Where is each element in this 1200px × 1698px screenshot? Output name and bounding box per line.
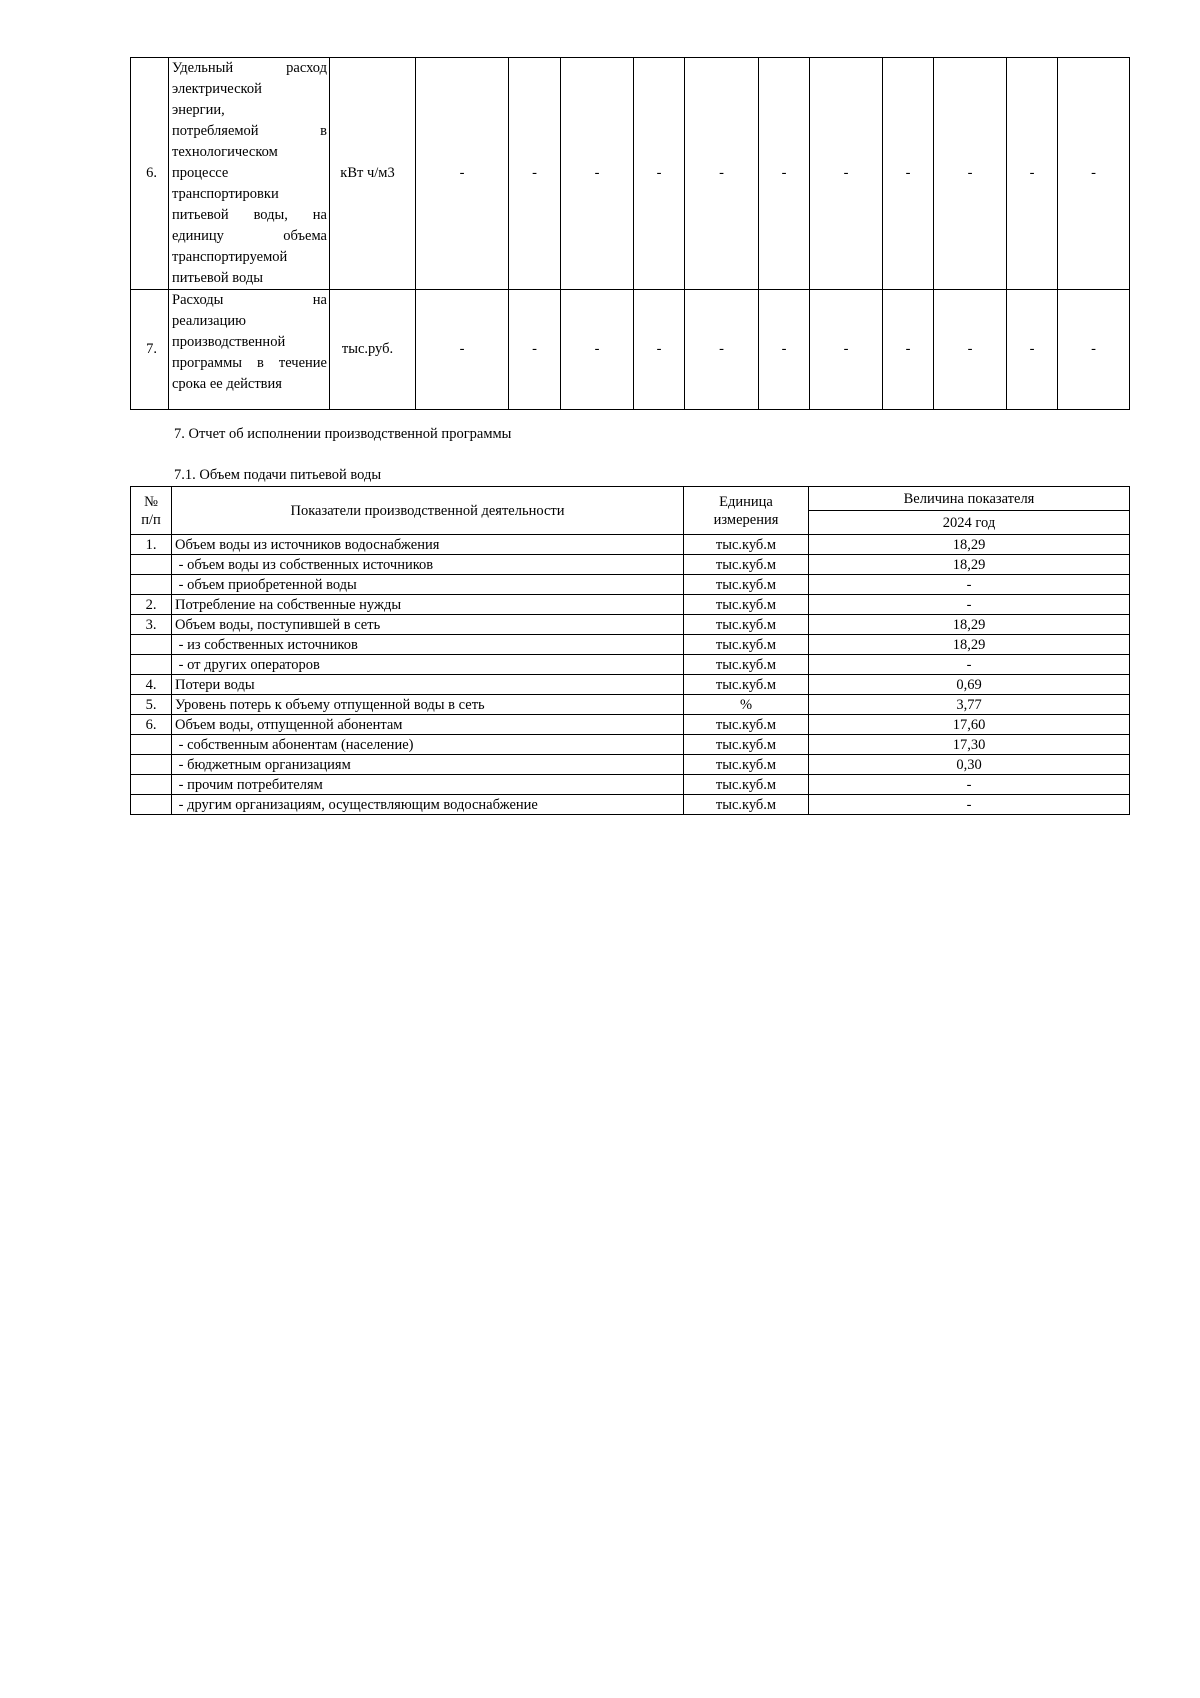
report-row-number bbox=[131, 795, 172, 815]
row-value: - bbox=[883, 58, 934, 290]
description-line: реализацию bbox=[172, 313, 246, 329]
description-line: срока ее действия bbox=[172, 376, 282, 392]
row-value: - bbox=[1007, 58, 1058, 290]
report-row-unit: тыс.куб.м bbox=[684, 535, 809, 555]
report-row-indicator: Потери воды bbox=[172, 675, 684, 695]
report-row-unit: тыс.куб.м bbox=[684, 675, 809, 695]
report-row-indicator: - от других операторов bbox=[172, 655, 684, 675]
row-number: 7. bbox=[131, 290, 169, 410]
header-num-cell bbox=[131, 487, 172, 535]
row-value: - bbox=[934, 58, 1007, 290]
row-value: - bbox=[634, 58, 685, 290]
report-row-unit: тыс.куб.м bbox=[684, 795, 809, 815]
continuation-table-body bbox=[131, 58, 1130, 410]
report-row bbox=[131, 635, 1130, 655]
row-value: - bbox=[810, 58, 883, 290]
row-value: - bbox=[1058, 290, 1130, 410]
report-row-indicator: Объем воды, отпущенной абонентам bbox=[172, 715, 684, 735]
report-row bbox=[131, 575, 1130, 595]
report-row-indicator: - объем воды из собственных источников bbox=[172, 555, 684, 575]
row-value: - bbox=[1007, 290, 1058, 410]
report-row bbox=[131, 615, 1130, 635]
description-line: транспортируемой bbox=[172, 249, 288, 265]
water-supply-report-table bbox=[130, 486, 1130, 815]
report-row bbox=[131, 755, 1130, 775]
report-row-number: 4. bbox=[131, 675, 172, 695]
row-unit: тыс.руб. bbox=[330, 290, 416, 410]
report-row-number: 5. bbox=[131, 695, 172, 715]
report-row-number bbox=[131, 755, 172, 775]
report-row-unit: тыс.куб.м bbox=[684, 575, 809, 595]
row-value: - bbox=[759, 58, 810, 290]
report-row-number: 2. bbox=[131, 595, 172, 615]
report-row-unit: тыс.куб.м bbox=[684, 635, 809, 655]
report-row-indicator: - бюджетным организациям bbox=[172, 755, 684, 775]
row-value: - bbox=[759, 290, 810, 410]
row-value: - bbox=[634, 290, 685, 410]
description-line: энергии, bbox=[172, 102, 225, 118]
report-row-indicator: Уровень потерь к объему отпущенной воды в сеть bbox=[172, 695, 684, 715]
report-row bbox=[131, 555, 1130, 575]
description-line: питьевой воды bbox=[172, 270, 263, 286]
description-line: программы в течение bbox=[172, 355, 327, 371]
header-num-line2: п/п bbox=[141, 511, 161, 528]
report-row-value: - bbox=[809, 595, 1130, 615]
header-unit-line1: Единица bbox=[719, 493, 773, 510]
report-header-row bbox=[131, 487, 1130, 511]
report-row bbox=[131, 775, 1130, 795]
row-description bbox=[169, 58, 330, 290]
report-row-value: - bbox=[809, 795, 1130, 815]
report-row-unit: тыс.куб.м bbox=[684, 655, 809, 675]
description-line: потребляемой в bbox=[172, 123, 327, 139]
header-num-line1: № bbox=[144, 493, 158, 510]
description-line: производственной bbox=[172, 334, 286, 350]
report-row-indicator: - собственным абонентам (население) bbox=[172, 735, 684, 755]
report-row bbox=[131, 715, 1130, 735]
description-line: процессе bbox=[172, 165, 229, 181]
report-row-value: 18,29 bbox=[809, 535, 1130, 555]
report-row bbox=[131, 535, 1130, 555]
description-line: Удельный расход bbox=[172, 60, 327, 76]
description-line: технологическом bbox=[172, 144, 278, 160]
row-value: - bbox=[509, 290, 561, 410]
report-row-indicator: Потребление на собственные нужды bbox=[172, 595, 684, 615]
continuation-row bbox=[131, 290, 1130, 410]
report-row-unit: тыс.куб.м bbox=[684, 555, 809, 575]
report-row-number bbox=[131, 655, 172, 675]
report-row-indicator: - из собственных источников bbox=[172, 635, 684, 655]
report-row-value: 17,30 bbox=[809, 735, 1130, 755]
row-value: - bbox=[561, 290, 634, 410]
description-line: единицу объема bbox=[172, 228, 327, 244]
report-row-number bbox=[131, 635, 172, 655]
report-row-indicator: - прочим потребителям bbox=[172, 775, 684, 795]
row-value: - bbox=[883, 290, 934, 410]
report-row-number: 1. bbox=[131, 535, 172, 555]
row-value: - bbox=[810, 290, 883, 410]
row-value: - bbox=[1058, 58, 1130, 290]
description-line: транспортировки bbox=[172, 186, 279, 202]
report-row bbox=[131, 675, 1130, 695]
header-value-group: Величина показателя bbox=[809, 487, 1130, 511]
description-line: электрической bbox=[172, 81, 262, 97]
report-row-number bbox=[131, 575, 172, 595]
report-row-unit: тыс.куб.м bbox=[684, 735, 809, 755]
report-row bbox=[131, 595, 1130, 615]
row-value: - bbox=[561, 58, 634, 290]
row-value: - bbox=[685, 58, 759, 290]
report-row-unit: тыс.куб.м bbox=[684, 775, 809, 795]
report-row-value: - bbox=[809, 775, 1130, 795]
row-value: - bbox=[416, 58, 509, 290]
report-row-indicator: Объем воды, поступившей в сеть bbox=[172, 615, 684, 635]
report-row-value: 0,69 bbox=[809, 675, 1130, 695]
subsection-heading: 7.1. Объем подачи питьевой воды bbox=[174, 467, 382, 483]
continuation-table bbox=[130, 57, 1130, 410]
row-unit: кВт ч/м3 bbox=[330, 58, 416, 290]
report-row-number: 3. bbox=[131, 615, 172, 635]
report-row-value: 18,29 bbox=[809, 615, 1130, 635]
report-row-value: 18,29 bbox=[809, 555, 1130, 575]
row-value: - bbox=[509, 58, 561, 290]
report-row-unit: тыс.куб.м bbox=[684, 715, 809, 735]
row-description bbox=[169, 290, 330, 410]
report-row-unit: % bbox=[684, 695, 809, 715]
report-row-unit: тыс.куб.м bbox=[684, 595, 809, 615]
report-row-number: 6. bbox=[131, 715, 172, 735]
report-row-value: 18,29 bbox=[809, 635, 1130, 655]
header-unit-line2: измерения bbox=[713, 511, 779, 528]
report-table-body bbox=[131, 535, 1130, 815]
report-row-value: 17,60 bbox=[809, 715, 1130, 735]
report-row-value: - bbox=[809, 655, 1130, 675]
header-year: 2024 год bbox=[809, 511, 1130, 535]
report-row-value: 3,77 bbox=[809, 695, 1130, 715]
report-row-unit: тыс.куб.м bbox=[684, 615, 809, 635]
row-value: - bbox=[416, 290, 509, 410]
report-row-unit: тыс.куб.м bbox=[684, 755, 809, 775]
report-row-number bbox=[131, 735, 172, 755]
report-row bbox=[131, 655, 1130, 675]
report-row bbox=[131, 735, 1130, 755]
report-row-indicator: - другим организациям, осуществляющим водоснабжение bbox=[172, 795, 684, 815]
header-indicator: Показатели производственной деятельности bbox=[172, 487, 684, 535]
row-value: - bbox=[934, 290, 1007, 410]
section-heading: 7. Отчет об исполнении производственной программы bbox=[174, 426, 512, 442]
report-row bbox=[131, 795, 1130, 815]
report-row-indicator: Объем воды из источников водоснабжения bbox=[172, 535, 684, 555]
report-row-number bbox=[131, 555, 172, 575]
report-row-indicator: - объем приобретенной воды bbox=[172, 575, 684, 595]
row-value: - bbox=[685, 290, 759, 410]
report-row bbox=[131, 695, 1130, 715]
report-row-value: - bbox=[809, 575, 1130, 595]
description-line: питьевой воды, на bbox=[172, 207, 327, 223]
continuation-row bbox=[131, 58, 1130, 290]
report-row-value: 0,30 bbox=[809, 755, 1130, 775]
row-number: 6. bbox=[131, 58, 169, 290]
report-row-number bbox=[131, 775, 172, 795]
description-line: Расходы на bbox=[172, 292, 327, 308]
header-unit-cell bbox=[684, 487, 809, 535]
